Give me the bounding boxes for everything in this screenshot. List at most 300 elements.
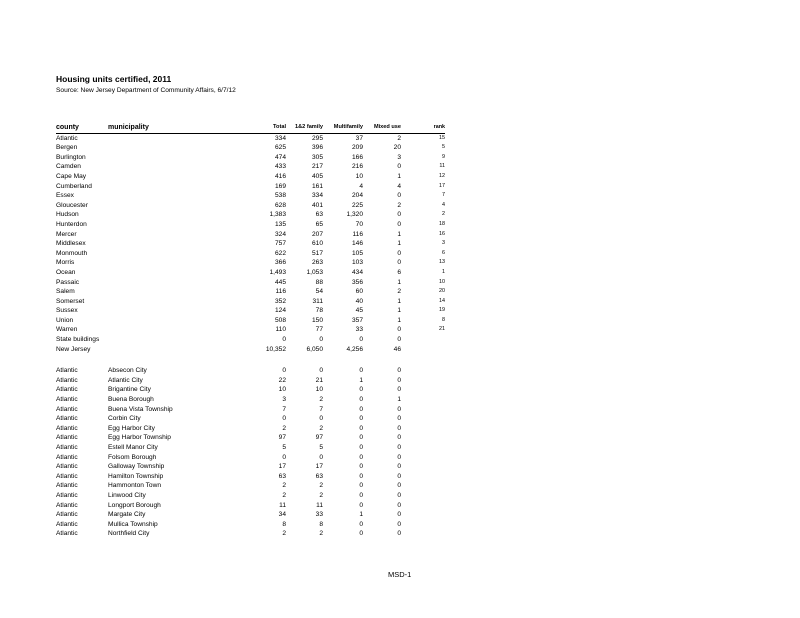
table-row bbox=[56, 182, 445, 192]
municipality-cell bbox=[108, 201, 206, 211]
multifamily-cell: 103 bbox=[351, 259, 363, 267]
county-cell: Gloucester bbox=[56, 201, 88, 209]
county-cell: Morris bbox=[56, 259, 75, 267]
mixed-use-cell: 0 bbox=[397, 482, 401, 490]
multifamily-cell: 0 bbox=[359, 501, 363, 509]
family-cell: 2 bbox=[319, 396, 323, 404]
family-cell: 54 bbox=[315, 288, 323, 296]
municipality-cell bbox=[108, 316, 206, 326]
county-cell: Sussex bbox=[56, 307, 78, 315]
mixed-use-cell: 0 bbox=[397, 501, 401, 509]
rank-cell: 12 bbox=[439, 172, 445, 179]
mixed-use-cell: 0 bbox=[397, 336, 401, 344]
rank-cell bbox=[401, 345, 445, 355]
municipality-cell bbox=[108, 133, 206, 143]
mixed-use-cell: 0 bbox=[397, 453, 401, 461]
table-row bbox=[56, 249, 445, 259]
total-cell: 22 bbox=[278, 376, 286, 384]
total-cell: 10,352 bbox=[265, 345, 286, 353]
county-cell: Atlantic bbox=[56, 424, 78, 432]
family-cell: 207 bbox=[311, 230, 323, 238]
county-cell: Mercer bbox=[56, 230, 77, 238]
multifamily-cell: 116 bbox=[352, 230, 363, 238]
rank-cell bbox=[401, 472, 445, 482]
county-cell: Atlantic bbox=[56, 396, 78, 404]
rank-cell: 14 bbox=[439, 297, 445, 304]
multifamily-cell: 357 bbox=[351, 316, 363, 324]
section-gap bbox=[56, 354, 445, 366]
family-cell: 2 bbox=[319, 424, 323, 432]
family-cell: 517 bbox=[311, 249, 323, 257]
rank-cell bbox=[401, 443, 445, 453]
multifamily-cell: 0 bbox=[359, 444, 363, 451]
rank-cell: 4 bbox=[442, 201, 445, 208]
county-cell: Atlantic bbox=[56, 405, 78, 413]
table-row bbox=[56, 529, 445, 539]
rank-cell: 18 bbox=[439, 220, 445, 227]
rank-cell bbox=[401, 424, 445, 434]
multifamily-cell: 0 bbox=[359, 491, 363, 499]
mixed-use-cell: 1 bbox=[397, 172, 401, 180]
multifamily-cell: 105 bbox=[351, 249, 363, 257]
rank-cell: 16 bbox=[439, 230, 445, 237]
family-cell: 7 bbox=[319, 405, 323, 413]
table-row bbox=[56, 172, 445, 182]
family-cell: 2 bbox=[319, 482, 323, 490]
total-cell: 110 bbox=[275, 326, 286, 334]
county-cell: Atlantic bbox=[56, 463, 78, 471]
table-row bbox=[56, 491, 445, 501]
total-cell: 628 bbox=[274, 201, 286, 209]
municipality-cell: Folsom Borough bbox=[108, 453, 157, 461]
mixed-use-cell: 0 bbox=[397, 211, 401, 219]
table-row bbox=[56, 153, 445, 163]
total-cell: 10 bbox=[278, 386, 286, 394]
municipality-cell bbox=[108, 345, 206, 355]
mixed-use-cell: 6 bbox=[397, 268, 401, 276]
mixed-use-cell: 20 bbox=[393, 144, 401, 152]
multifamily-cell: 40 bbox=[355, 297, 363, 305]
table-row bbox=[56, 162, 445, 172]
total-cell: 8 bbox=[282, 520, 286, 528]
table-row bbox=[56, 316, 445, 326]
county-cell: Cumberland bbox=[56, 182, 92, 190]
family-cell: 610 bbox=[311, 240, 323, 248]
multifamily-cell: 0 bbox=[359, 386, 363, 394]
family-cell: 161 bbox=[311, 182, 323, 190]
total-cell: 135 bbox=[274, 220, 286, 228]
multifamily-cell: 0 bbox=[359, 405, 363, 413]
mixed-use-cell: 2 bbox=[397, 288, 401, 296]
table-row bbox=[56, 433, 445, 443]
mixed-use-cell: 46 bbox=[393, 345, 401, 353]
table-row bbox=[56, 453, 445, 463]
table-row bbox=[56, 239, 445, 249]
mixed-use-cell: 0 bbox=[397, 386, 401, 394]
document-title: Housing units certified, 2011 bbox=[56, 74, 172, 84]
family-cell: 11 bbox=[316, 501, 323, 509]
multifamily-cell: 146 bbox=[351, 240, 363, 248]
total-cell: 0 bbox=[282, 453, 286, 461]
multifamily-cell: 60 bbox=[355, 288, 363, 296]
multifamily-cell: 0 bbox=[359, 434, 363, 442]
total-cell: 0 bbox=[282, 415, 286, 423]
table-row bbox=[56, 297, 445, 307]
table-row bbox=[56, 268, 445, 278]
family-cell: 63 bbox=[315, 211, 323, 219]
multifamily-cell: 225 bbox=[351, 201, 363, 209]
municipality-cell bbox=[108, 153, 206, 163]
table-row bbox=[56, 220, 445, 230]
rank-cell bbox=[401, 510, 445, 520]
mixed-use-cell: 0 bbox=[397, 463, 401, 471]
county-cell: Bergen bbox=[56, 144, 78, 152]
total-cell: 7 bbox=[282, 405, 286, 413]
municipality-cell bbox=[108, 278, 206, 288]
multifamily-cell: 0 bbox=[359, 482, 363, 490]
table-row bbox=[56, 510, 445, 520]
table-row bbox=[56, 278, 445, 288]
mixed-use-cell: 1 bbox=[397, 230, 401, 238]
family-cell: 217 bbox=[311, 163, 323, 171]
municipality-cell: Egg Harbor Township bbox=[108, 434, 171, 442]
family-cell: 0 bbox=[319, 336, 323, 344]
table-row bbox=[56, 366, 445, 376]
multifamily-cell: 0 bbox=[359, 336, 363, 344]
table-row bbox=[56, 414, 445, 424]
table-row bbox=[56, 443, 445, 453]
county-cell: Atlantic bbox=[56, 453, 78, 461]
county-cell: Somerset bbox=[56, 297, 85, 305]
mixed-use-cell: 0 bbox=[397, 424, 401, 432]
rank-cell: 9 bbox=[442, 153, 445, 160]
total-cell: 2 bbox=[282, 530, 286, 538]
municipality-cell: Buena Vista Township bbox=[108, 405, 173, 413]
rank-cell bbox=[401, 414, 445, 424]
multifamily-cell: 209 bbox=[351, 144, 363, 152]
county-cell: Camden bbox=[56, 163, 81, 171]
county-cell: Atlantic bbox=[56, 491, 78, 499]
family-cell: 150 bbox=[311, 316, 323, 324]
municipality-cell: Hammonton Town bbox=[108, 482, 162, 490]
header-mixed-use: Mixed use bbox=[363, 123, 401, 133]
rank-cell bbox=[401, 520, 445, 530]
table-row bbox=[56, 210, 445, 220]
family-cell: 1,053 bbox=[306, 268, 323, 276]
rank-cell: 20 bbox=[439, 288, 445, 295]
total-cell: 63 bbox=[278, 472, 286, 480]
multifamily-cell: 0 bbox=[359, 424, 363, 432]
county-cell: Atlantic bbox=[56, 501, 78, 509]
table-row bbox=[56, 287, 445, 297]
county-cell: Atlantic bbox=[56, 134, 78, 142]
county-cell: Cape May bbox=[56, 172, 87, 180]
table-row bbox=[56, 520, 445, 530]
county-cell: Warren bbox=[56, 326, 78, 334]
municipality-cell bbox=[108, 258, 206, 268]
municipality-cell bbox=[108, 220, 206, 230]
multifamily-cell: 204 bbox=[351, 192, 363, 200]
table-row bbox=[56, 376, 445, 386]
municipality-cell bbox=[108, 306, 206, 316]
mixed-use-cell: 2 bbox=[397, 134, 401, 142]
county-cell: Atlantic bbox=[56, 415, 78, 423]
county-cell: Middlesex bbox=[56, 240, 86, 248]
total-cell: 1,493 bbox=[269, 268, 286, 276]
multifamily-cell: 166 bbox=[351, 153, 363, 161]
mixed-use-cell: 0 bbox=[397, 192, 401, 200]
county-cell: Atlantic bbox=[56, 530, 78, 538]
total-cell: 2 bbox=[282, 482, 286, 490]
municipality-cell: Longport Borough bbox=[108, 501, 161, 509]
multifamily-cell: 1 bbox=[359, 511, 363, 519]
table-row bbox=[56, 472, 445, 482]
municipality-cell: Absecon City bbox=[108, 367, 147, 375]
mixed-use-cell: 0 bbox=[397, 415, 401, 423]
family-cell: 2 bbox=[319, 491, 323, 499]
county-cell: Atlantic bbox=[56, 520, 78, 528]
multifamily-cell: 0 bbox=[359, 453, 363, 461]
family-cell: 0 bbox=[319, 367, 323, 375]
total-cell: 433 bbox=[274, 163, 286, 171]
rank-cell bbox=[401, 385, 445, 395]
multifamily-cell: 45 bbox=[355, 307, 363, 315]
municipality-cell bbox=[108, 172, 206, 182]
table-row bbox=[56, 143, 445, 153]
rank-cell bbox=[401, 366, 445, 376]
family-cell: 97 bbox=[315, 434, 323, 442]
rank-cell: 11 bbox=[439, 163, 445, 170]
rank-cell bbox=[401, 529, 445, 539]
rank-cell: 7 bbox=[442, 192, 445, 199]
multifamily-cell: 37 bbox=[355, 134, 363, 142]
table-row bbox=[56, 395, 445, 405]
rank-cell bbox=[401, 501, 445, 511]
municipality-cell bbox=[108, 191, 206, 201]
mixed-use-cell: 0 bbox=[397, 511, 401, 519]
total-cell: 416 bbox=[274, 172, 286, 180]
mixed-use-cell: 1 bbox=[397, 240, 401, 248]
multifamily-cell: 434 bbox=[351, 268, 363, 276]
total-cell: 0 bbox=[282, 336, 286, 344]
family-cell: 21 bbox=[315, 376, 323, 384]
table-row bbox=[56, 306, 445, 316]
municipal-rows bbox=[56, 366, 445, 539]
total-cell: 622 bbox=[274, 249, 286, 257]
family-cell: 65 bbox=[315, 220, 323, 228]
multifamily-cell: 0 bbox=[359, 396, 363, 404]
mixed-use-cell: 0 bbox=[397, 444, 401, 451]
county-cell: Atlantic bbox=[56, 444, 78, 451]
county-cell: Burlington bbox=[56, 153, 86, 161]
mixed-use-cell: 4 bbox=[397, 182, 401, 190]
municipality-cell: Linwood City bbox=[108, 491, 146, 499]
table-row bbox=[56, 335, 445, 345]
table-row bbox=[56, 345, 445, 355]
mixed-use-cell: 1 bbox=[397, 316, 401, 324]
mixed-use-cell: 0 bbox=[397, 472, 401, 480]
multifamily-cell: 1 bbox=[359, 376, 363, 384]
family-cell: 88 bbox=[315, 278, 323, 286]
table-header-row bbox=[56, 123, 445, 133]
rank-cell: 13 bbox=[439, 259, 445, 266]
family-cell: 295 bbox=[311, 134, 323, 142]
municipality-cell bbox=[108, 249, 206, 259]
table-row bbox=[56, 385, 445, 395]
county-cell: Hunterdon bbox=[56, 220, 87, 228]
total-cell: 11 bbox=[279, 501, 286, 509]
mixed-use-cell: 0 bbox=[397, 405, 401, 413]
municipality-cell: Margate City bbox=[108, 511, 146, 519]
table-row bbox=[56, 230, 445, 240]
municipality-cell bbox=[108, 268, 206, 278]
family-cell: 2 bbox=[319, 530, 323, 538]
county-cell: Atlantic bbox=[56, 482, 78, 490]
rank-cell: 2 bbox=[442, 211, 445, 218]
table-row bbox=[56, 325, 445, 335]
mixed-use-cell: 0 bbox=[397, 259, 401, 267]
family-cell: 405 bbox=[311, 172, 323, 180]
mixed-use-cell: 1 bbox=[397, 278, 401, 286]
rank-cell bbox=[401, 395, 445, 405]
table-row bbox=[56, 191, 445, 201]
mixed-use-cell: 0 bbox=[397, 163, 401, 171]
municipality-cell bbox=[108, 143, 206, 153]
multifamily-cell: 216 bbox=[351, 163, 363, 171]
header-municipality: municipality bbox=[108, 123, 206, 133]
family-cell: 17 bbox=[315, 463, 323, 471]
rank-cell: 15 bbox=[439, 134, 445, 141]
total-cell: 3 bbox=[282, 396, 286, 404]
municipality-cell bbox=[108, 335, 206, 345]
county-cell: Ocean bbox=[56, 268, 76, 276]
municipality-cell bbox=[108, 287, 206, 297]
multifamily-cell: 356 bbox=[351, 278, 363, 286]
total-cell: 366 bbox=[274, 259, 286, 267]
total-cell: 352 bbox=[274, 297, 286, 305]
county-cell: Passaic bbox=[56, 278, 80, 286]
mixed-use-cell: 2 bbox=[397, 201, 401, 209]
mixed-use-cell: 1 bbox=[397, 396, 401, 404]
mixed-use-cell: 0 bbox=[397, 220, 401, 228]
mixed-use-cell: 1 bbox=[397, 307, 401, 315]
municipality-cell: Buena Borough bbox=[108, 396, 154, 404]
rank-cell: 21 bbox=[439, 326, 445, 333]
county-cell: Atlantic bbox=[56, 434, 78, 442]
family-cell: 263 bbox=[311, 259, 323, 267]
municipality-cell bbox=[108, 239, 206, 249]
mixed-use-cell: 0 bbox=[397, 326, 401, 334]
multifamily-cell: 0 bbox=[359, 530, 363, 538]
total-cell: 445 bbox=[274, 278, 286, 286]
family-cell: 78 bbox=[315, 307, 323, 315]
rank-cell: 5 bbox=[442, 144, 445, 151]
total-cell: 625 bbox=[274, 144, 286, 152]
total-cell: 1,383 bbox=[269, 211, 286, 219]
mixed-use-cell: 0 bbox=[397, 434, 401, 442]
header-county: county bbox=[56, 123, 108, 133]
total-cell: 334 bbox=[274, 134, 286, 142]
mixed-use-cell: 0 bbox=[397, 249, 401, 257]
header-family: 1&2 family bbox=[286, 123, 323, 133]
county-cell: Union bbox=[56, 316, 74, 324]
municipality-cell: Northfield City bbox=[108, 530, 150, 538]
county-cell: Hudson bbox=[56, 211, 79, 219]
family-cell: 0 bbox=[319, 415, 323, 423]
multifamily-cell: 70 bbox=[355, 220, 363, 228]
rank-cell: 19 bbox=[439, 307, 445, 314]
family-cell: 396 bbox=[311, 144, 323, 152]
table-row bbox=[56, 501, 445, 511]
multifamily-cell: 0 bbox=[359, 472, 363, 480]
municipality-cell: Estell Manor City bbox=[108, 444, 158, 451]
table-row bbox=[56, 405, 445, 415]
county-cell: State buildings bbox=[56, 336, 100, 344]
multifamily-cell: 4 bbox=[359, 182, 363, 190]
rank-cell bbox=[401, 405, 445, 415]
rank-cell bbox=[401, 335, 445, 345]
municipality-cell: Brigantine City bbox=[108, 386, 151, 394]
county-cell: Salem bbox=[56, 288, 75, 296]
family-cell: 33 bbox=[315, 511, 323, 519]
total-cell: 169 bbox=[274, 182, 286, 190]
total-cell: 97 bbox=[278, 434, 286, 442]
family-cell: 8 bbox=[319, 520, 323, 528]
municipality-cell: Egg Harbor City bbox=[108, 424, 155, 432]
table-row bbox=[56, 462, 445, 472]
mixed-use-cell: 0 bbox=[397, 376, 401, 384]
total-cell: 508 bbox=[274, 316, 286, 324]
multifamily-cell: 33 bbox=[355, 326, 363, 334]
table-row bbox=[56, 133, 445, 143]
total-cell: 757 bbox=[274, 240, 286, 248]
multifamily-cell: 4,256 bbox=[346, 345, 363, 353]
county-cell: Atlantic bbox=[56, 511, 78, 519]
mixed-use-cell: 0 bbox=[397, 520, 401, 528]
total-cell: 124 bbox=[274, 307, 286, 315]
rank-cell: 8 bbox=[442, 316, 445, 323]
municipality-cell bbox=[108, 325, 206, 335]
municipality-cell: Hamilton Township bbox=[108, 472, 164, 480]
table-row bbox=[56, 481, 445, 491]
rank-cell: 10 bbox=[439, 278, 445, 285]
family-cell: 0 bbox=[319, 453, 323, 461]
source-note: Source: New Jersey Department of Community Affairs, 6/7/12 bbox=[56, 87, 236, 94]
mixed-use-cell: 3 bbox=[397, 153, 401, 161]
header-rank: rank bbox=[401, 123, 445, 133]
rank-cell bbox=[401, 453, 445, 463]
total-cell: 324 bbox=[274, 230, 286, 238]
total-cell: 538 bbox=[274, 192, 286, 200]
total-cell: 474 bbox=[274, 153, 286, 161]
total-cell: 17 bbox=[278, 463, 286, 471]
total-cell: 116 bbox=[275, 288, 286, 296]
family-cell: 311 bbox=[312, 297, 323, 305]
table-row bbox=[56, 201, 445, 211]
county-cell: New Jersey bbox=[56, 345, 91, 353]
rank-cell: 3 bbox=[442, 240, 445, 247]
municipality-cell: Galloway Township bbox=[108, 463, 165, 471]
mixed-use-cell: 0 bbox=[397, 530, 401, 538]
mixed-use-cell: 1 bbox=[397, 297, 401, 305]
county-cell: Monmouth bbox=[56, 249, 88, 257]
table-row bbox=[56, 258, 445, 268]
county-cell: Atlantic bbox=[56, 472, 78, 480]
total-cell: 2 bbox=[282, 491, 286, 499]
municipality-cell bbox=[108, 297, 206, 307]
rank-cell: 17 bbox=[439, 182, 445, 189]
county-cell: Atlantic bbox=[56, 386, 78, 394]
